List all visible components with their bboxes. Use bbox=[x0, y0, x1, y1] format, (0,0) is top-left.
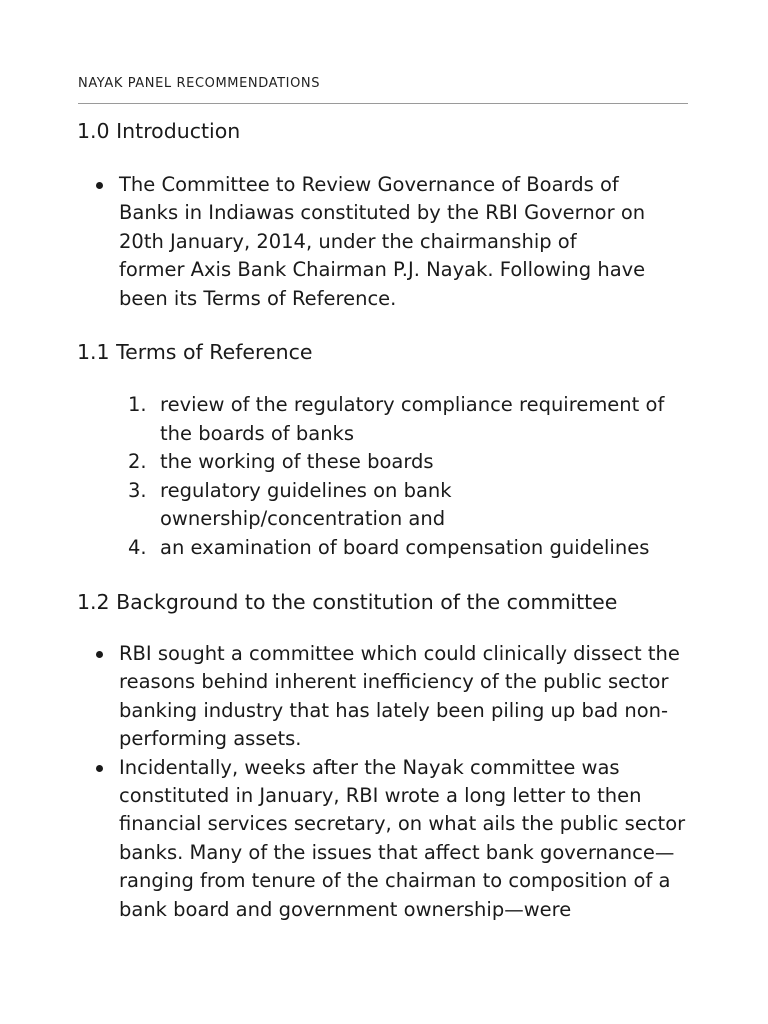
list-item-text: regulatory guidelines on bank ownership/concentration and bbox=[160, 478, 452, 531]
list-item-text: the working of these boards bbox=[160, 450, 434, 474]
bullet-icon bbox=[96, 765, 103, 772]
list-number: 3. bbox=[128, 478, 147, 502]
numbered-list-item bbox=[128, 448, 698, 477]
section-heading-terms-of-reference: 1.1 Terms of Reference bbox=[77, 340, 313, 364]
background-bullet-list bbox=[96, 640, 696, 924]
running-header: NAYAK PANEL RECOMMENDATIONS bbox=[78, 76, 321, 91]
bullet-icon bbox=[96, 651, 103, 658]
numbered-list-item bbox=[128, 477, 520, 534]
list-number: 4. bbox=[128, 535, 147, 559]
bullet-icon bbox=[96, 182, 103, 189]
numbered-list-item bbox=[128, 391, 698, 448]
terms-of-reference-list bbox=[128, 391, 698, 563]
section-heading-background: 1.2 Background to the constitution of the committee bbox=[77, 590, 618, 614]
bullet-item bbox=[96, 171, 647, 313]
list-number: 2. bbox=[128, 450, 147, 474]
bullet-text: RBI sought a committee which could clinically dissect the reasons behind inherent inefficiency of the public sector banking industry that has lately been piling up bad non-performing assets. bbox=[119, 642, 680, 751]
section-heading-introduction: 1.0 Introduction bbox=[77, 119, 241, 143]
list-number: 1. bbox=[128, 393, 147, 416]
list-item-text: an examination of board compensation guidelines bbox=[160, 535, 650, 559]
numbered-list-item bbox=[128, 534, 698, 563]
bullet-text: The Committee to Review Governance of Boards of Banks in Indiawas constituted by the RBI Governor on 20th January, 2014, under the chairmanship of former Axis Bank Chairman P.J. Nayak. Following have been its Terms of Reference. bbox=[119, 173, 646, 310]
bullet-item bbox=[96, 640, 704, 754]
header-divider bbox=[78, 103, 688, 104]
list-item-text: review of the regulatory compliance requirement of the boards of banks bbox=[160, 393, 665, 445]
introduction-bullet-list bbox=[96, 171, 696, 313]
bullet-text: Incidentally, weeks after the Nayak committee was constituted in January, RBI wrote a long letter to then financial services secretary, on what ails the public sector banks. Many of the issues that affect bank governance—ranging from tenure of the chairman to composition of a bank board and government ownership—were bbox=[119, 755, 686, 921]
bullet-item bbox=[96, 754, 687, 924]
